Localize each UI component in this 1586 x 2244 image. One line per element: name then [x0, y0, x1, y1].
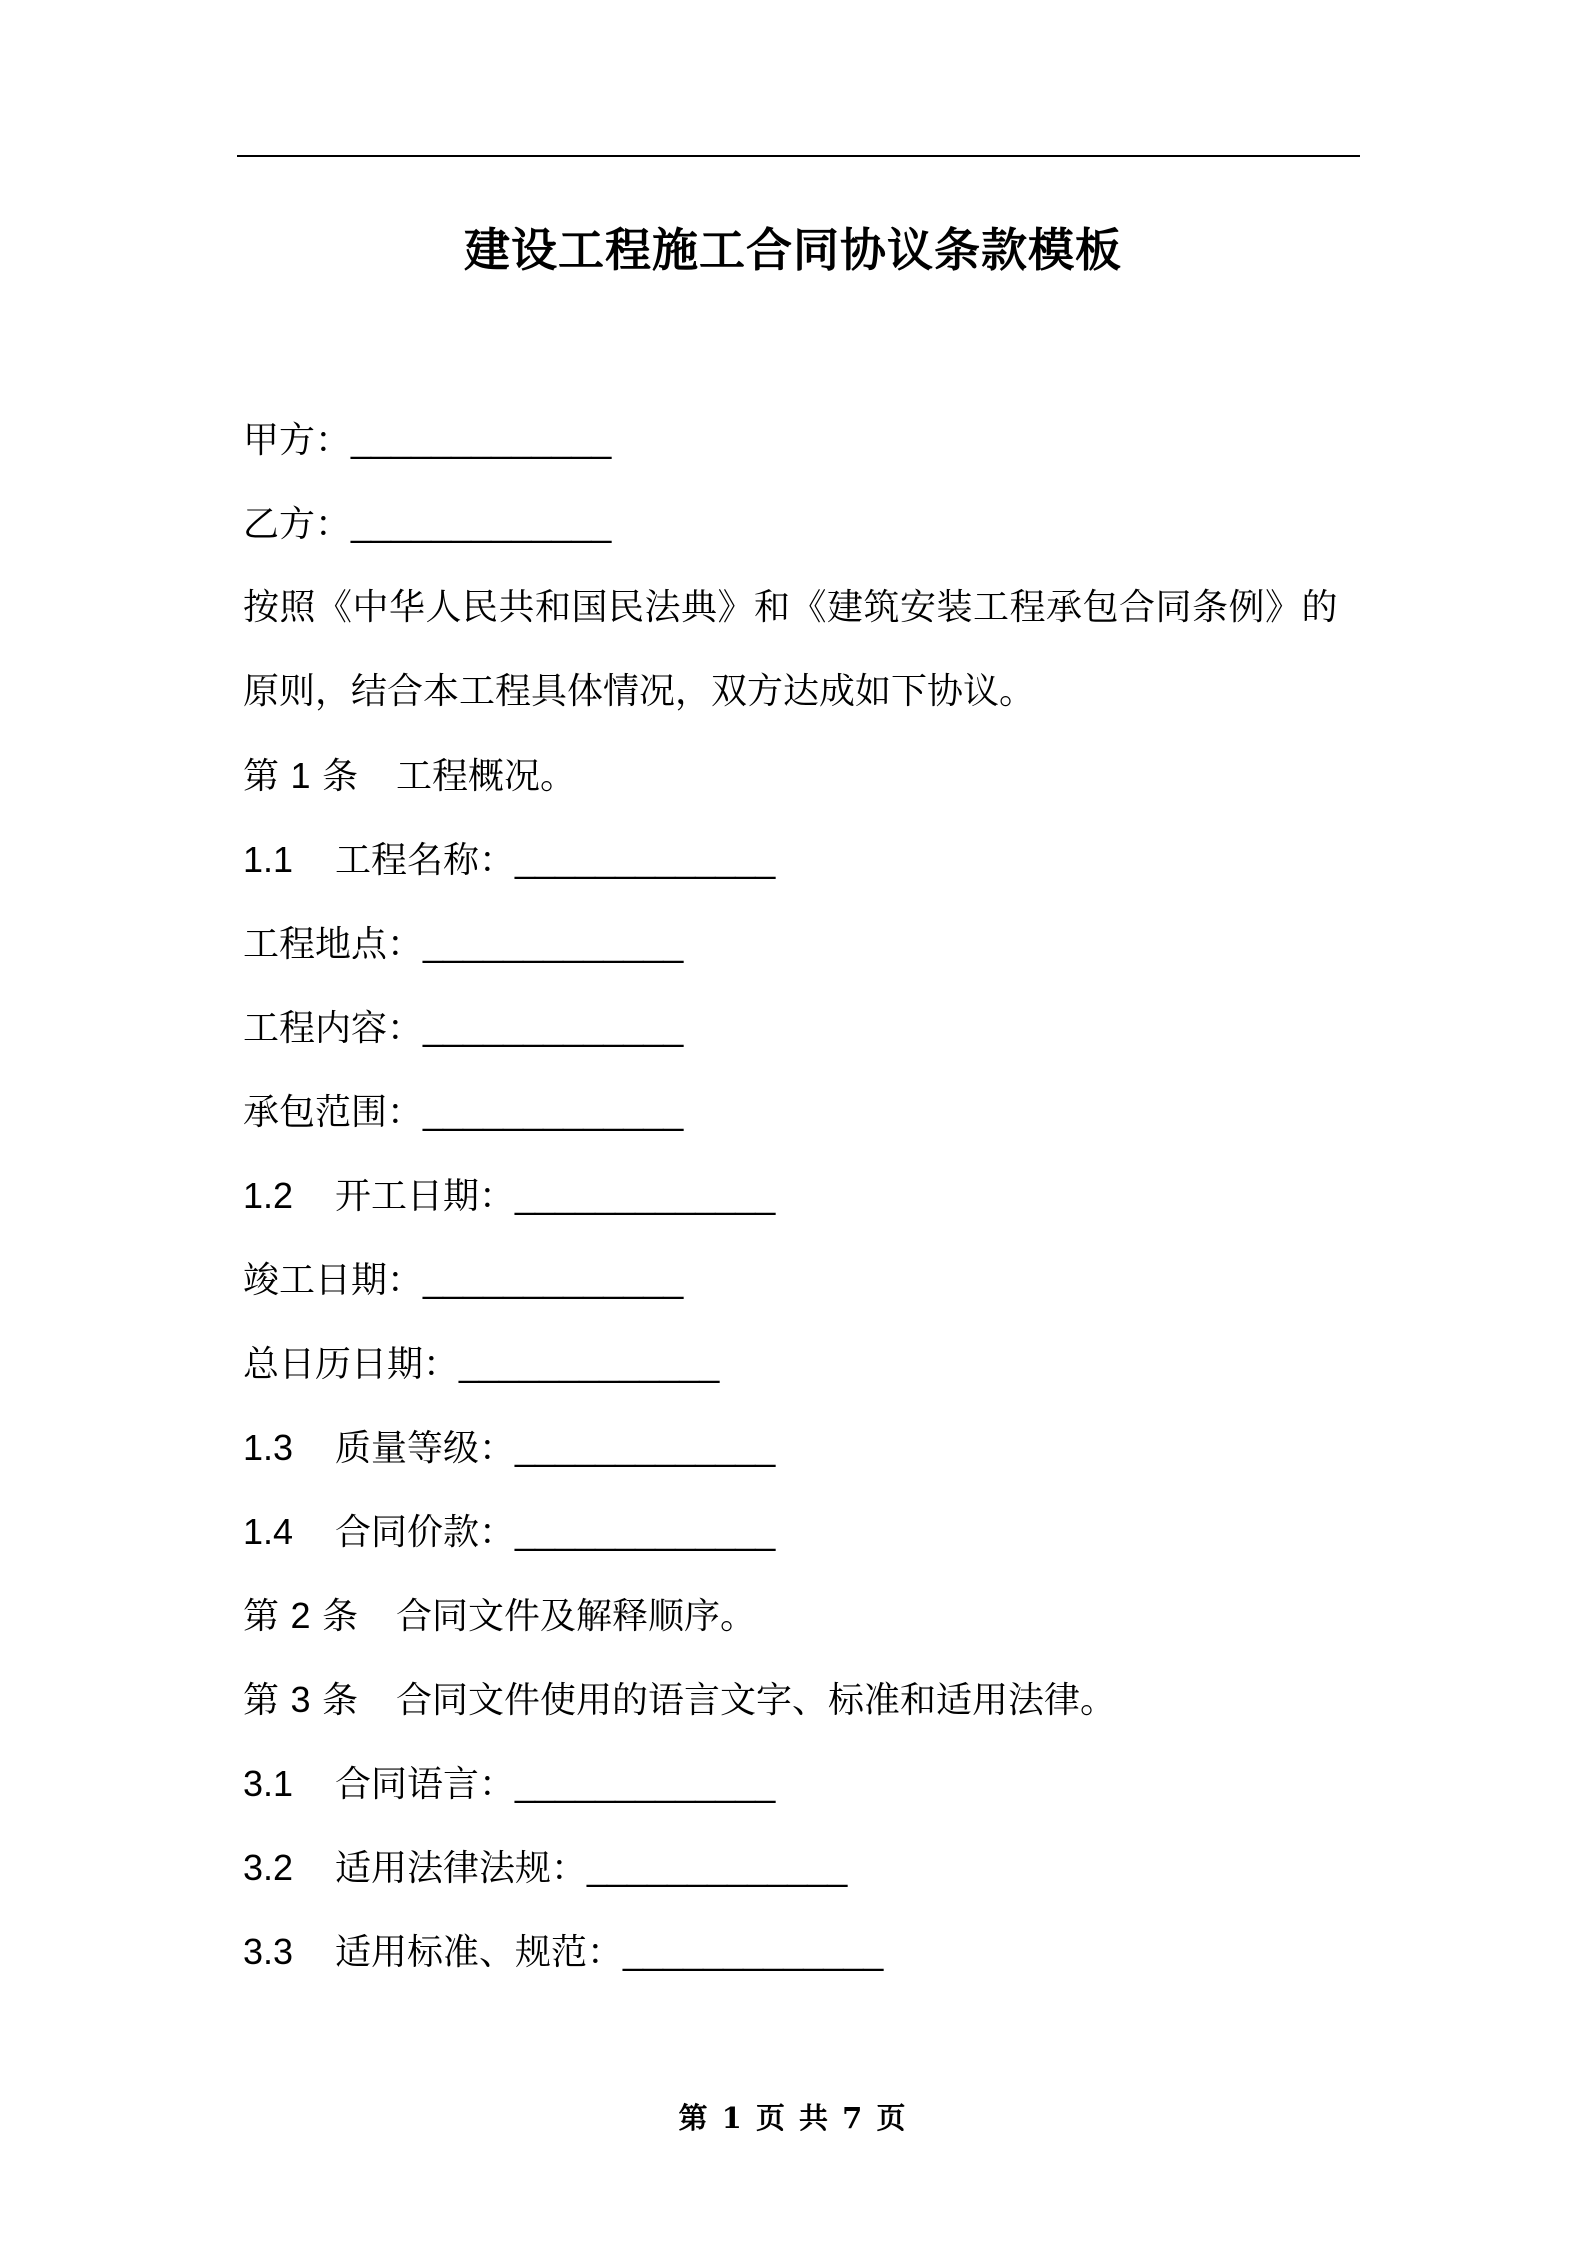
article-title: 工程概况。 — [395, 756, 576, 797]
page-suffix: 页 — [876, 2101, 908, 2135]
article-1-heading — [243, 734, 1363, 818]
intro-line-1: 按照《中华人民共和国民法典》和《建筑安装工程承包合同条例》的 — [243, 587, 1339, 628]
total-days-line — [243, 1322, 1363, 1406]
item-1-2 — [243, 1154, 1363, 1238]
site-line — [243, 902, 1363, 986]
article-prefix: 第 — [243, 756, 280, 797]
item-blank: _____________ — [515, 1511, 776, 1552]
article-suffix: 条 — [321, 1680, 358, 1721]
intro-line-2: 原则，结合本工程具体情况，双方达成如下协议。 — [243, 671, 1036, 712]
content-line — [243, 986, 1363, 1070]
article-suffix: 条 — [321, 1596, 358, 1637]
article-number: 3 — [290, 1679, 311, 1720]
site-blank: _____________ — [423, 923, 684, 964]
item-label: 质量等级： — [335, 1428, 516, 1469]
article-suffix: 条 — [321, 756, 358, 797]
completion-line — [243, 1238, 1363, 1322]
item-blank: _____________ — [587, 1847, 848, 1888]
item-1-1 — [243, 818, 1363, 902]
article-prefix: 第 — [243, 1596, 280, 1637]
item-label: 工程名称： — [335, 840, 516, 881]
document-title: 建设工程施工合同协议条款模板 — [464, 223, 1122, 277]
party-b-blank: _____________ — [351, 503, 612, 544]
completion-blank: _____________ — [423, 1259, 684, 1300]
page-mid: 页 共 — [755, 2101, 831, 2135]
article-title: 合同文件使用的语言文字、标准和适用法律。 — [395, 1680, 1116, 1721]
total-days-label: 总日历日期： — [243, 1344, 460, 1385]
item-3-1 — [243, 1742, 1363, 1826]
party-b-line — [243, 482, 1363, 566]
page-prefix: 第 — [678, 2101, 710, 2135]
document-body — [243, 398, 1363, 1994]
item-number: 3.1 — [243, 1763, 294, 1804]
item-number: 1.2 — [243, 1175, 294, 1216]
content-blank: _____________ — [423, 1007, 684, 1048]
scope-label: 承包范围： — [243, 1092, 424, 1133]
item-label: 开工日期： — [335, 1176, 516, 1217]
completion-label: 竣工日期： — [243, 1260, 424, 1301]
article-number: 2 — [290, 1595, 311, 1636]
party-a-blank: _____________ — [351, 419, 612, 460]
item-3-2 — [243, 1826, 1363, 1910]
item-blank: _____________ — [515, 1175, 776, 1216]
item-label: 合同语言： — [335, 1764, 516, 1805]
page-footer — [0, 2094, 1586, 2142]
item-number: 1.3 — [243, 1427, 294, 1468]
item-blank: _____________ — [515, 839, 776, 880]
item-blank: _____________ — [515, 1427, 776, 1468]
total-days-blank: _____________ — [459, 1343, 720, 1384]
item-label: 合同价款： — [335, 1512, 516, 1553]
content-label: 工程内容： — [243, 1008, 424, 1049]
article-3-heading — [243, 1658, 1363, 1742]
party-b-label: 乙方： — [243, 504, 352, 545]
site-label: 工程地点： — [243, 924, 424, 965]
article-2-heading — [243, 1574, 1363, 1658]
item-label: 适用法律法规： — [335, 1848, 588, 1889]
article-title: 合同文件及解释顺序。 — [395, 1596, 756, 1637]
item-1-4 — [243, 1490, 1363, 1574]
item-number: 1.4 — [243, 1511, 294, 1552]
article-prefix: 第 — [243, 1680, 280, 1721]
header-rule — [237, 155, 1360, 157]
scope-blank: _____________ — [423, 1091, 684, 1132]
scope-line — [243, 1070, 1363, 1154]
party-a-label: 甲方： — [243, 420, 352, 461]
item-blank: _____________ — [623, 1931, 884, 1972]
item-number: 3.2 — [243, 1847, 294, 1888]
party-a-line — [243, 398, 1363, 482]
item-number: 1.1 — [243, 839, 294, 880]
item-label: 适用标准、规范： — [335, 1932, 624, 1973]
item-3-3 — [243, 1910, 1363, 1994]
page-total: 7 — [842, 2101, 865, 2135]
item-1-3 — [243, 1406, 1363, 1490]
item-number: 3.3 — [243, 1931, 294, 1972]
page-current: 1 — [721, 2101, 744, 2135]
article-number: 1 — [290, 755, 311, 796]
item-blank: _____________ — [515, 1763, 776, 1804]
